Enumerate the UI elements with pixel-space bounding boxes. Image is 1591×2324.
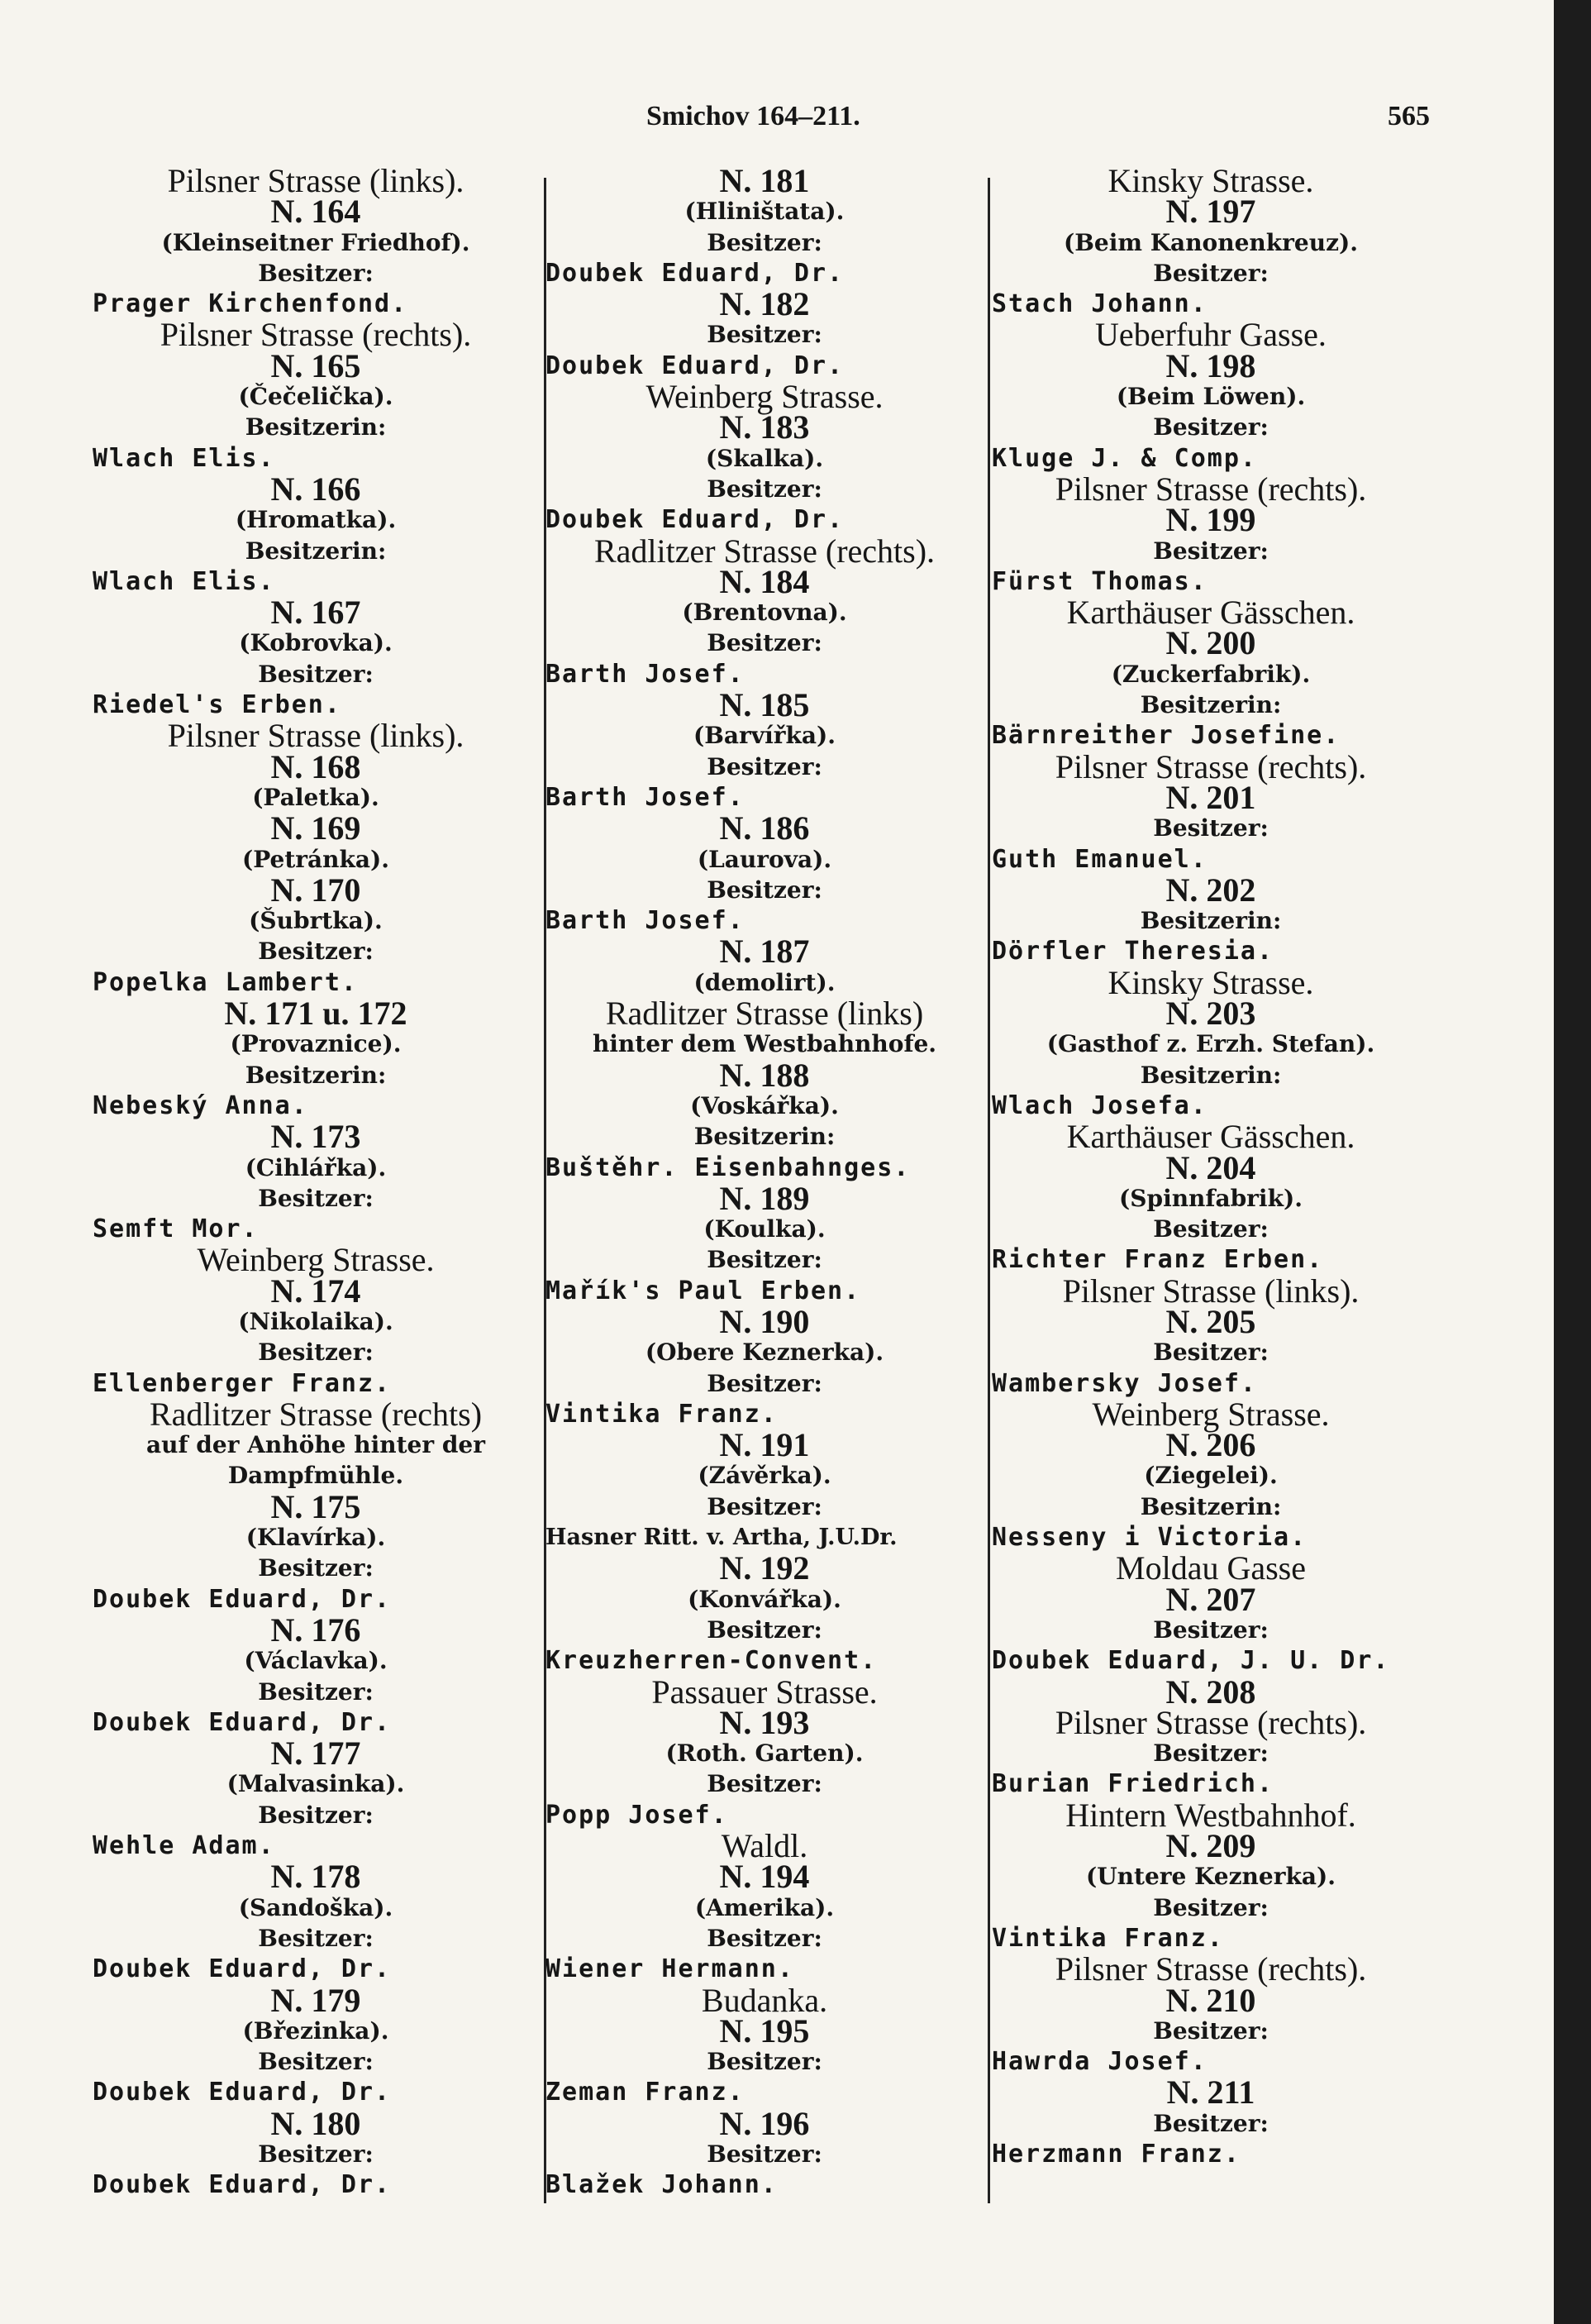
owner-name: Doubek Eduard, Dr. — [93, 1584, 392, 1614]
house-number: N. 206 — [1165, 1426, 1256, 1464]
column-2 — [545, 162, 984, 2216]
property-name: (Václavka). — [244, 1647, 388, 1675]
owner-label: Besitzer: — [707, 1770, 822, 1798]
owner-label: Besitzer: — [707, 2140, 822, 2168]
street-heading: Hintern Westbahnhof. — [1065, 1796, 1356, 1834]
owner-name: Doubek Eduard, Dr. — [93, 1954, 392, 1984]
owner-name: Doubek Eduard, Dr. — [545, 351, 845, 380]
property-name: (Sandoška). — [238, 1893, 393, 1921]
owner-name: Blažek Johann. — [545, 2170, 778, 2200]
owner-name: Dörfler Theresia. — [992, 937, 1274, 966]
street-heading: Pilsner Strasse (rechts). — [1055, 1703, 1367, 1741]
owner-name: Zeman Franz. — [545, 2078, 745, 2107]
street-heading: Radlitzer Strasse (links) — [605, 995, 924, 1033]
house-number: N. 176 — [270, 1611, 361, 1649]
house-number: N. 182 — [719, 285, 810, 323]
house-number: N. 189 — [719, 1179, 810, 1217]
owner-label: Besitzer: — [258, 1184, 374, 1212]
property-name: (Brentovna). — [682, 599, 847, 627]
house-number: N. 173 — [270, 1118, 361, 1156]
house-number: N. 179 — [270, 1981, 361, 2019]
owner-label: Besitzer: — [707, 1615, 822, 1644]
column-1 — [93, 162, 539, 2216]
owner-name: Wehle Adam. — [93, 1831, 275, 1861]
owner-label: Besitzer: — [707, 876, 822, 904]
owner-name: Herzmann Franz. — [992, 2140, 1241, 2169]
house-number: N. 193 — [719, 1703, 810, 1741]
owner-label: Besitzerin: — [1140, 691, 1282, 719]
owner-label: Besitzerin: — [245, 537, 387, 565]
property-name: (Barvířka). — [693, 722, 836, 750]
house-number: N. 187 — [719, 933, 810, 971]
house-number: N. 195 — [719, 2011, 810, 2050]
street-heading: Pilsner Strasse (links). — [167, 162, 464, 199]
house-number: N. 196 — [719, 2104, 810, 2142]
owner-name: Wlach Elis. — [93, 566, 275, 596]
owner-label: Besitzer: — [1153, 537, 1269, 565]
street-heading: Pilsner Strasse (rechts). — [160, 316, 472, 354]
house-number: N. 180 — [270, 2104, 361, 2142]
owner-label: Besitzer: — [707, 475, 822, 503]
owner-name: Kreuzherren-Convent. — [545, 1646, 878, 1676]
owner-label: Besitzer: — [1153, 1339, 1269, 1367]
property-name: (Zuckerfabrik). — [1111, 660, 1311, 688]
owner-label: Besitzer: — [258, 1677, 374, 1706]
property-name: (Šubrtka). — [249, 907, 383, 935]
owner-label: Besitzer: — [1153, 814, 1269, 842]
owner-name: Nesseny i Victoria. — [992, 1523, 1308, 1553]
owner-label: Besitzerin: — [245, 413, 387, 441]
owner-label: Besitzer: — [258, 660, 374, 688]
owner-label: Besitzer: — [258, 1924, 374, 1952]
house-number: N. 207 — [1165, 1580, 1256, 1618]
property-name: (Paletka). — [252, 783, 379, 811]
owner-label: Besitzer: — [1153, 2016, 1269, 2045]
property-name: (Malvasinka). — [226, 1770, 405, 1798]
owner-label: Besitzer: — [707, 752, 822, 780]
owner-name: Doubek Eduard, Dr. — [545, 258, 845, 288]
property-name: (Čečelička). — [238, 383, 393, 411]
house-number: N. 177 — [270, 1735, 361, 1773]
house-number: N. 203 — [1165, 995, 1256, 1033]
house-number: N. 186 — [719, 809, 810, 847]
owner-name: Doubek Eduard, J. U. Dr. — [992, 1646, 1390, 1676]
owner-label: Besitzerin: — [1140, 1492, 1282, 1520]
street-heading: Radlitzer Strasse (rechts) — [149, 1395, 483, 1433]
owner-label: Besitzer: — [707, 1492, 822, 1520]
page-number: 565 — [1388, 101, 1430, 131]
house-number: N. 171 u. 172 — [224, 995, 407, 1033]
street-heading: Radlitzer Strasse (rechts). — [593, 532, 936, 570]
owner-name: Guth Emanuel. — [992, 844, 1208, 874]
street-heading: Pilsner Strasse (rechts). — [1055, 747, 1367, 785]
house-number: N. 205 — [1165, 1302, 1256, 1340]
street-heading: Moldau Gasse — [1116, 1549, 1306, 1587]
property-name: (Konvářka). — [688, 1585, 841, 1613]
street-heading: Pilsner Strasse (rechts). — [1055, 470, 1367, 508]
owner-name: Riedel's Erben. — [93, 690, 341, 720]
owner-name: Fürst Thomas. — [992, 566, 1208, 596]
owner-name: Doubek Eduard, Dr. — [93, 2078, 392, 2107]
owner-label: Besitzer: — [707, 1246, 822, 1274]
owner-label: Besitzer: — [707, 2048, 822, 2076]
owner-name: Popelka Lambert. — [93, 967, 358, 997]
street-heading: Weinberg Strasse. — [197, 1241, 435, 1279]
house-number: N. 170 — [270, 871, 361, 909]
owner-name: Vintika Franz. — [545, 1399, 778, 1429]
owner-name: Ellenberger Franz. — [93, 1368, 392, 1398]
house-number: N. 184 — [719, 562, 810, 600]
street-heading: Weinberg Strasse. — [645, 378, 884, 416]
owner-label: Besitzerin: — [245, 1061, 387, 1089]
owner-name: Popp Josef. — [545, 1800, 728, 1830]
house-number: N. 181 — [719, 162, 810, 199]
property-name: (Untere Keznerka). — [1086, 1863, 1336, 1891]
house-number: N. 183 — [719, 408, 810, 446]
street-heading: Waldl. — [721, 1827, 808, 1865]
property-name: (Provaznice). — [230, 1030, 402, 1058]
owner-name: Barth Josef. — [545, 782, 745, 812]
owner-label: Besitzer: — [1153, 1615, 1269, 1644]
street-heading: Weinberg Strasse. — [1092, 1395, 1330, 1433]
street-heading: Karthäuser Gässchen. — [1066, 1118, 1355, 1156]
house-number: N. 202 — [1165, 871, 1256, 909]
owner-name: Richter Franz Erben. — [992, 1245, 1324, 1275]
owner-label: Besitzer: — [1153, 1215, 1269, 1243]
owner-name: Doubek Eduard, Dr. — [93, 1707, 392, 1737]
house-number: N. 209 — [1165, 1827, 1256, 1865]
owner-name: Vintika Franz. — [992, 1923, 1224, 1953]
property-name: (Beim Kanonenkreuz). — [1063, 228, 1358, 256]
owner-name: Bärnreither Josefine. — [992, 721, 1341, 751]
owner-label: Besitzer: — [1153, 413, 1269, 441]
street-heading: Kinsky Strasse. — [1108, 963, 1314, 1001]
property-name: (Amerika). — [694, 1893, 835, 1921]
house-number: N. 190 — [719, 1302, 810, 1340]
property-name: Dampfmühle. — [227, 1462, 404, 1490]
owner-name: Mařík's Paul Erben. — [545, 1276, 861, 1305]
owner-label: Besitzerin: — [693, 1123, 836, 1151]
column-divider — [988, 178, 990, 2203]
owner-label: Besitzer: — [258, 259, 374, 287]
owner-label: Besitzer: — [707, 629, 822, 657]
property-name: (Voskářka). — [690, 1091, 839, 1119]
house-number: N. 168 — [270, 747, 361, 785]
property-name: (Beim Löwen). — [1116, 383, 1306, 411]
owner-label: Besitzerin: — [1140, 1061, 1282, 1089]
house-number: N. 198 — [1165, 346, 1256, 384]
property-name: hinter dem Westbahnhofe. — [592, 1030, 937, 1058]
street-heading: Karthäuser Gässchen. — [1066, 594, 1355, 632]
property-name: (Hliništata). — [684, 198, 845, 226]
house-number: N. 191 — [719, 1426, 810, 1464]
property-name: (demolirt). — [693, 968, 836, 996]
house-number: N. 167 — [270, 594, 361, 632]
house-number: N. 165 — [270, 346, 361, 384]
house-number: N. 199 — [1165, 501, 1256, 539]
owner-name: Prager Kirchenfond. — [93, 289, 408, 319]
owner-label: Besitzer: — [707, 1924, 822, 1952]
owner-name: Doubek Eduard, Dr. — [545, 505, 845, 535]
house-number: N. 208 — [1165, 1673, 1256, 1711]
house-number: N. 166 — [270, 470, 361, 508]
owner-name: Barth Josef. — [545, 906, 745, 936]
property-name: auf der Anhöhe hinter der — [146, 1431, 485, 1459]
property-name: (Spinnfabrik). — [1119, 1184, 1303, 1212]
owner-label: Besitzer: — [707, 1369, 822, 1397]
house-number: N. 178 — [270, 1858, 361, 1896]
owner-label: Besitzer: — [707, 228, 822, 256]
owner-name: Buštěhr. Eisenbahnges. — [545, 1152, 911, 1182]
house-number: N. 164 — [270, 193, 361, 231]
owner-name: Kluge J. & Comp. — [992, 443, 1257, 473]
property-name: (Skalka). — [705, 444, 824, 472]
house-number: N. 192 — [719, 1549, 810, 1587]
property-name: (Nikolaika). — [238, 1307, 393, 1335]
owner-label: Besitzer: — [258, 2048, 374, 2076]
owner-label: Besitzer: — [258, 2140, 374, 2168]
owner-label: Besitzer: — [258, 1339, 374, 1367]
owner-label: Besitzer: — [258, 1801, 374, 1829]
street-heading: Budanka. — [701, 1981, 828, 2019]
property-name: (Kobrovka). — [239, 629, 393, 657]
owner-label: Besitzer: — [1153, 1893, 1269, 1921]
owner-name: Hasner Ritt. v. Artha, J.U.Dr. — [545, 1525, 898, 1551]
house-number: N. 175 — [270, 1487, 361, 1525]
house-number: N. 200 — [1165, 624, 1256, 662]
owner-label: Besitzer: — [707, 321, 822, 349]
page-title: Smichov 164–211. — [646, 101, 860, 131]
owner-name: Wiener Hermann. — [545, 1954, 794, 1984]
owner-name: Hawrda Josef. — [992, 2047, 1208, 2077]
property-name: (Petránka). — [241, 845, 390, 873]
property-name: (Gasthof z. Erzh. Stefan). — [1046, 1030, 1375, 1058]
house-number: N. 204 — [1165, 1148, 1256, 1186]
owner-name: Wambersky Josef. — [992, 1368, 1257, 1398]
owner-label: Besitzerin: — [1140, 907, 1282, 935]
house-number: N. 201 — [1165, 778, 1256, 816]
owner-label: Besitzer: — [258, 1554, 374, 1582]
property-name: (Cihlářka). — [245, 1153, 387, 1181]
property-name: (Obere Keznerka). — [645, 1339, 884, 1367]
house-number: N. 188 — [719, 1056, 810, 1094]
house-number: N. 197 — [1165, 193, 1256, 231]
property-name: (Klavírka). — [245, 1524, 386, 1552]
house-number: N. 211 — [1166, 2073, 1255, 2112]
property-name: (Závěrka). — [698, 1462, 831, 1490]
owner-label: Besitzer: — [258, 938, 374, 966]
street-heading: Kinsky Strasse. — [1108, 162, 1314, 199]
property-name: (Ziegelei). — [1144, 1462, 1278, 1490]
property-name: (Laurova). — [697, 845, 832, 873]
house-number: N. 169 — [270, 809, 361, 847]
street-heading: Passauer Strasse. — [651, 1673, 878, 1711]
owner-name: Wlach Josefa. — [992, 1090, 1208, 1120]
house-number: N. 194 — [719, 1858, 810, 1896]
owner-name: Wlach Elis. — [93, 443, 275, 473]
street-heading: Pilsner Strasse (links). — [1062, 1272, 1360, 1310]
scan-edge — [1554, 0, 1591, 2324]
owner-name: Burian Friedrich. — [992, 1769, 1274, 1799]
owner-label: Besitzer: — [1153, 1739, 1269, 1768]
owner-name: Barth Josef. — [545, 659, 745, 689]
owner-label: Besitzer: — [1153, 259, 1269, 287]
owner-name: Stach Johann. — [992, 289, 1208, 319]
house-number: N. 174 — [270, 1272, 361, 1310]
property-name: (Březinka). — [242, 2016, 389, 2045]
street-heading: Pilsner Strasse (rechts). — [1055, 1950, 1367, 1988]
house-number: N. 185 — [719, 686, 810, 724]
property-name: (Hromatka). — [235, 506, 397, 534]
column-3 — [992, 162, 1430, 2216]
street-heading: Ueberfuhr Gasse. — [1095, 316, 1327, 354]
owner-name: Nebeský Anna. — [93, 1090, 308, 1120]
street-heading: Pilsner Strasse (links). — [167, 717, 464, 755]
house-number: N. 210 — [1165, 1981, 1256, 2019]
property-name: (Roth. Garten). — [665, 1739, 864, 1768]
property-name: (Koulka). — [703, 1215, 826, 1243]
property-name: (Kleinseitner Friedhof). — [161, 228, 470, 256]
owner-label: Besitzer: — [1153, 2109, 1269, 2137]
owner-name: Doubek Eduard, Dr. — [93, 2170, 392, 2200]
owner-name: Semft Mor. — [93, 1214, 259, 1244]
